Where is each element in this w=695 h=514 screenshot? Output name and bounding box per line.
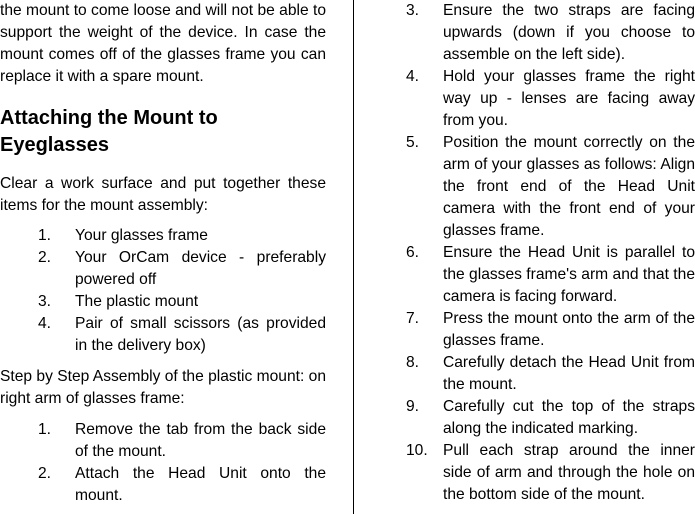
list-item-number: 4. bbox=[38, 315, 52, 332]
list-item-text: Your OrCam device - preferably powered off bbox=[75, 249, 326, 288]
list-item bbox=[0, 247, 326, 291]
list-item-number: 5. bbox=[406, 134, 420, 151]
list-item bbox=[406, 242, 695, 308]
section-heading: Attaching the Mount to Eyeglasses bbox=[0, 107, 218, 156]
list-item-text: Pull each strap around the inner side of arm and through the hole on the bottom side of the mount. bbox=[443, 442, 695, 503]
items-intro-paragraph: Clear a work surface and put together these items for the mount assembly: bbox=[0, 175, 326, 214]
list-item bbox=[406, 440, 695, 506]
list-item-number: 8. bbox=[406, 354, 420, 371]
list-item bbox=[406, 66, 695, 132]
list-item-text: Pair of small scissors (as provided in the delivery box) bbox=[75, 315, 326, 354]
list-item-number: 1. bbox=[38, 227, 52, 244]
list-item-number: 2. bbox=[38, 249, 52, 266]
list-item bbox=[406, 308, 695, 352]
list-item-number: 4. bbox=[406, 68, 420, 85]
list-item-number: 3. bbox=[406, 2, 420, 19]
list-item-text: Ensure the two straps are facing upwards (down if you choose to assemble on the left side). bbox=[443, 2, 695, 63]
list-item bbox=[406, 132, 695, 242]
list-item bbox=[0, 291, 326, 313]
list-item-text: Ensure the Head Unit is parallel to the glasses frame's arm and that the camera is facing forward. bbox=[443, 244, 695, 305]
list-item-text: Press the mount onto the arm of the glasses frame. bbox=[443, 310, 695, 349]
list-item-number: 1. bbox=[38, 421, 52, 438]
list-item-text: Carefully detach the Head Unit from the mount. bbox=[443, 354, 695, 393]
list-item bbox=[406, 352, 695, 396]
right-column bbox=[406, 0, 695, 506]
list-item bbox=[0, 225, 326, 247]
list-item bbox=[406, 396, 695, 440]
list-item-number: 10. bbox=[406, 442, 428, 459]
list-item bbox=[406, 0, 695, 66]
list-item-text: Attach the Head Unit onto the mount. bbox=[75, 465, 326, 504]
list-item-number: 7. bbox=[406, 310, 420, 327]
list-item-text: Carefully cut the top of the straps along the indicated marking. bbox=[443, 398, 695, 437]
list-item-number: 3. bbox=[38, 293, 52, 310]
list-item bbox=[0, 313, 326, 357]
list-item-number: 2. bbox=[38, 465, 52, 482]
list-item-number: 6. bbox=[406, 244, 420, 261]
list-item-text: Your glasses frame bbox=[75, 227, 208, 244]
intro-paragraph: the mount to come loose and will not be able to support the weight of the device. In case the mount comes off of the glasses frame you can replace it with a spare mount. bbox=[0, 2, 326, 85]
list-item-number: 9. bbox=[406, 398, 420, 415]
list-item bbox=[0, 463, 326, 507]
list-item-text: Hold your glasses frame the right way up - lenses are facing away from you. bbox=[443, 68, 695, 129]
list-item-text: Remove the tab from the back side of the mount. bbox=[75, 421, 326, 460]
steps-list-right bbox=[406, 0, 695, 506]
items-list bbox=[0, 225, 326, 357]
list-item-text: Position the mount correctly on the arm of your glasses as follows: Align the front end of the Head Unit camera with the front end of your glasses frame. bbox=[443, 134, 695, 239]
steps-list-left bbox=[0, 419, 326, 507]
list-item-text: The plastic mount bbox=[75, 293, 199, 310]
column-divider bbox=[353, 0, 354, 514]
steps-intro-paragraph: Step by Step Assembly of the plastic mount: on right arm of glasses frame: bbox=[0, 368, 326, 407]
left-column bbox=[0, 0, 326, 507]
list-item bbox=[0, 419, 326, 463]
